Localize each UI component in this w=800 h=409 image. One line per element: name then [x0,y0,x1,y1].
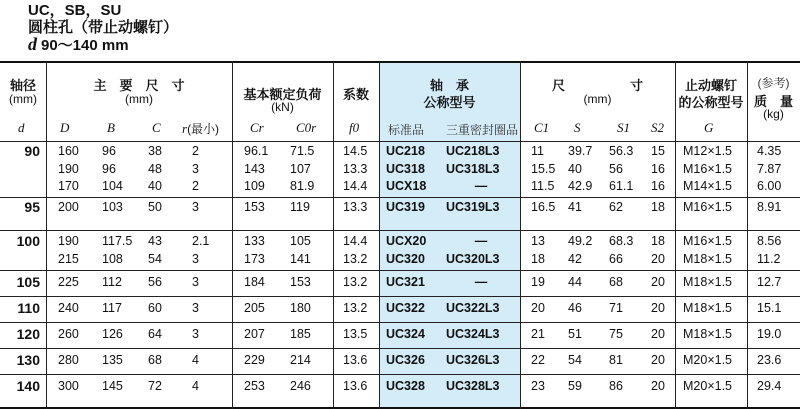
cell-c1: 22 [531,353,545,367]
cell-c: 60 [148,301,162,315]
cell-s: 49.2 [568,234,593,248]
cell-std: UC218 [386,144,425,158]
cell-s: 41 [568,200,582,214]
row-rule [0,296,800,297]
header-load-unit: (kN) [271,100,294,114]
cell-tri: UC324L3 [446,327,500,341]
cell-c0r: 107 [290,161,311,176]
cell-cr: 109 [244,179,265,193]
cell-c0r: 119 [290,200,310,214]
cell-c1: 19 [531,275,545,289]
cell-r: 3 [192,301,199,315]
title-series: UC，SB，SU [28,2,122,19]
cell-s1: 71 [609,301,623,315]
cell-cr: 143 [244,161,265,176]
cell-g: M14×1.5 [683,179,732,193]
shaft-diameter: 140 [16,378,40,394]
cell-g: M18×1.5 [683,327,732,341]
symbol-C1: C1 [534,120,550,135]
cell-d: 190 [58,161,79,176]
cell-r: 3 [192,275,199,289]
symbol-std: 标准品 [388,123,425,137]
cell-tri: UC326L3 [446,353,500,367]
cell-s2: 20 [651,251,665,266]
col-rule [46,61,47,409]
symbol-B: B [107,120,115,135]
cell-std: UC318 [386,161,425,176]
cell-tri: UC328L3 [446,379,500,393]
cell-cr: 96.1 [244,144,269,158]
cell-s2: 20 [651,379,665,393]
cell-b: 96 [102,161,116,176]
cell-b: 126 [102,327,123,341]
cell-c: 50 [148,200,162,214]
cell-s: 46 [568,301,582,315]
cell-tri: UC322L3 [446,301,500,315]
cell-c0r: 214 [290,353,311,367]
cell-g: M12×1.5 [683,144,732,158]
cell-d: 170 [58,179,79,193]
cell-c0r: 105 [290,234,311,248]
cell-c: 54 [148,251,162,266]
header-shaft-unit: (mm) [9,92,37,106]
cell-c1: 11.5 [531,179,555,193]
row-rule [0,197,800,198]
cell-s2: 20 [651,301,665,315]
header-shaft: 轴径 [9,78,36,93]
cell-mass: 6.00 [757,179,782,193]
cell-c0r: 81.9 [290,179,315,193]
cell-s1: 66 [609,251,623,266]
cell-b: 117.5 [102,234,133,248]
cell-b: 117 [102,301,122,315]
cell-c0r: 185 [290,327,311,341]
cell-cr: 184 [244,275,265,289]
cell-std: UC328 [386,379,425,393]
col-rule [379,61,380,409]
header-bearing-sub: 公称型号 [423,95,476,110]
cell-c1: 18 [531,251,545,266]
cell-d: 280 [58,353,79,367]
cell-c: 64 [148,327,162,341]
col-rule [333,61,334,409]
symbol-G: G [704,120,714,135]
cell-f0: 13.2 [343,275,368,289]
cell-b: 135 [102,353,123,367]
cell-cr: 173 [244,251,265,266]
cell-mass: 19.0 [757,327,782,341]
cell-cr: 133 [244,234,265,248]
header-bearing: 轴 承 [429,78,469,93]
cell-b: 96 [102,144,116,158]
cell-std: UC322 [386,301,425,315]
cell-cr: 207 [244,327,265,341]
title-range [28,36,129,54]
header-main-dims: 主 要 尺 寸 [93,78,185,93]
cell-d: 260 [58,327,79,341]
cell-f0: 14.4 [343,234,368,248]
symbol-S1: S1 [617,120,630,135]
cell-b: 108 [102,251,123,266]
title-bore-type: 圆柱孔（带止动螺钉） [28,19,179,36]
cell-std: UC326 [386,353,425,367]
cell-s2: 15 [651,144,665,158]
header-mass-ref: (参考) [757,76,790,90]
cell-std: UC321 [386,275,425,289]
symbol-triple: 三重密封圈品 [446,123,519,137]
cell-tri: UC218L3 [446,144,500,158]
header-screw: 止动螺钉 [684,78,737,93]
col-rule [520,61,521,409]
shaft-diameter: 120 [16,326,40,342]
shaft-diameter: 90 [24,143,40,159]
cell-c1: 21 [531,327,545,341]
header-main-unit: (mm) [125,92,153,106]
cell-tri: — [474,179,488,193]
cell-std: UC320 [386,251,425,266]
cell-cr: 253 [244,379,265,393]
cell-mass: 11.2 [757,251,781,266]
cell-s2: 18 [651,200,665,214]
cell-s1: 61.1 [609,179,634,193]
cell-d: 215 [58,251,79,266]
symbol-S: S [574,120,581,135]
cell-mass: 23.6 [757,353,782,367]
cell-r: 3 [192,161,199,176]
cell-d: 240 [58,301,79,315]
cell-c: 48 [148,161,162,176]
cell-f0: 13.6 [343,353,368,367]
cell-c: 40 [148,179,162,193]
symbol-C: C [152,120,161,135]
header-load: 基本额定负荷 [243,87,322,102]
cell-s: 40 [568,161,582,176]
cell-tri: UC318L3 [446,161,500,176]
cell-s: 42 [568,251,582,266]
cell-b: 104 [102,179,123,193]
cell-f0: 14.4 [343,179,368,193]
cell-g: M18×1.5 [683,301,732,315]
cell-s2: 20 [651,327,665,341]
cell-std: UCX20 [386,234,427,248]
cell-r: 3 [192,200,199,214]
cell-g: M20×1.5 [683,379,732,393]
cell-tri: UC320L3 [446,251,500,266]
header-mass-unit: (kg) [763,107,784,121]
cell-c1: 13 [531,234,545,248]
cell-tri: — [474,234,488,248]
cell-r: 2 [192,179,199,193]
bore-symbol: d [28,34,37,54]
cell-s2: 20 [651,353,665,367]
shaft-diameter: 105 [16,274,40,290]
cell-mass: 12.7 [757,275,782,289]
cell-b: 112 [102,275,122,289]
cell-c0r: 71.5 [290,144,315,158]
cell-r: 3 [192,251,199,266]
cell-tri: — [474,275,488,289]
col-rule [675,61,676,409]
table-top-rule [0,61,800,63]
row-rule [0,270,800,271]
cell-g: M20×1.5 [683,353,732,367]
cell-s1: 56 [609,161,623,176]
cell-std: UCX18 [386,179,427,193]
cell-s1: 68 [609,275,623,289]
cell-s: 54 [568,353,582,367]
cell-s2: 16 [651,161,665,176]
row-rule [0,348,800,349]
cell-f0: 13.2 [343,301,368,315]
cell-cr: 229 [244,353,265,367]
cell-d: 190 [58,234,79,248]
cell-r: 2.1 [192,234,210,248]
cell-tri: UC319L3 [446,200,500,214]
range-text: 90～140 mm [41,37,129,54]
cell-mass: 29.4 [757,379,782,393]
cell-c1: 15.5 [531,161,556,176]
cell-c0r: 153 [290,275,311,289]
cell-g: M16×1.5 [683,200,732,214]
symbol-Cr: Cr [250,120,264,135]
cell-d: 225 [58,275,79,289]
cell-c: 38 [148,144,162,158]
cell-s: 39.7 [568,144,593,158]
cell-g: M16×1.5 [683,234,732,248]
cell-c: 68 [148,353,162,367]
cell-c0r: 141 [290,251,311,266]
cell-r: 4 [192,353,199,367]
cell-s1: 75 [609,327,623,341]
cell-s1: 81 [609,353,623,367]
cell-s2: 16 [651,179,665,193]
symbol-r-letter: r [182,121,188,136]
cell-mass: 15.1 [757,301,782,315]
cell-r: 3 [192,327,199,341]
cell-s: 42.9 [568,179,593,193]
header-dims: 尺 寸 [551,78,643,93]
cell-f0: 13.5 [343,327,368,341]
shaft-diameter: 100 [16,233,40,249]
row-rule [0,230,800,231]
cell-s2: 18 [651,234,665,248]
cell-d: 160 [58,144,79,158]
cell-c: 72 [148,379,162,393]
cell-f0: 13.2 [343,251,368,266]
cell-s1: 68.3 [609,234,634,248]
cell-r: 2 [192,144,199,158]
cell-mass: 4.35 [757,144,782,158]
cell-c0r: 180 [290,301,311,315]
cell-s: 59 [568,379,582,393]
cell-c1: 23 [531,379,545,393]
cell-cr: 205 [244,301,265,315]
cell-mass: 8.56 [757,234,782,248]
cell-g: M16×1.5 [683,161,732,176]
cell-s1: 86 [609,379,623,393]
cell-g: M18×1.5 [683,275,732,289]
header-screw-sub: 的公称型号 [678,95,744,110]
cell-s1: 56.3 [609,144,634,158]
cell-f0: 13.3 [343,200,368,214]
cell-c1: 11 [531,144,544,158]
cell-c1: 16.5 [531,200,556,214]
header-bottom-rule [0,141,800,142]
cell-std: UC319 [386,200,425,214]
shaft-diameter: 95 [24,199,40,215]
shaft-diameter: 110 [17,300,40,316]
symbol-D: D [60,120,70,135]
cell-c: 56 [148,275,162,289]
row-rule [0,374,800,375]
shaft-diameter: 130 [16,352,40,368]
cell-g: M18×1.5 [683,251,732,266]
header-dims-unit: (mm) [583,92,612,106]
symbol-f0: f0 [349,120,360,135]
row-rule [0,322,800,323]
symbol-r [182,120,219,137]
header-coef: 系数 [342,87,369,102]
cell-b: 145 [102,379,123,393]
cell-b: 103 [102,200,123,214]
symbol-S2: S2 [651,120,664,135]
cell-r: 4 [192,379,199,393]
cell-c: 43 [148,234,162,248]
cell-std: UC324 [386,327,425,341]
cell-s: 44 [568,275,582,289]
cell-s: 51 [568,327,582,341]
symbol-d: d [18,120,25,135]
cell-mass: 7.87 [757,161,782,176]
symbol-r-min: (最小) [187,122,220,136]
cell-c0r: 246 [290,379,311,393]
symbol-C0r: C0r [296,120,317,135]
cell-s1: 62 [609,200,623,214]
cell-d: 300 [58,379,79,393]
cell-f0: 13.3 [343,161,368,176]
header-mass: 质 量 [753,94,793,109]
cell-d: 200 [58,200,79,214]
cell-s2: 20 [651,275,665,289]
cell-cr: 153 [244,200,265,214]
cell-f0: 13.6 [343,379,368,393]
cell-c1: 20 [531,301,545,315]
cell-f0: 14.5 [343,144,368,158]
cell-mass: 8.91 [757,200,782,214]
